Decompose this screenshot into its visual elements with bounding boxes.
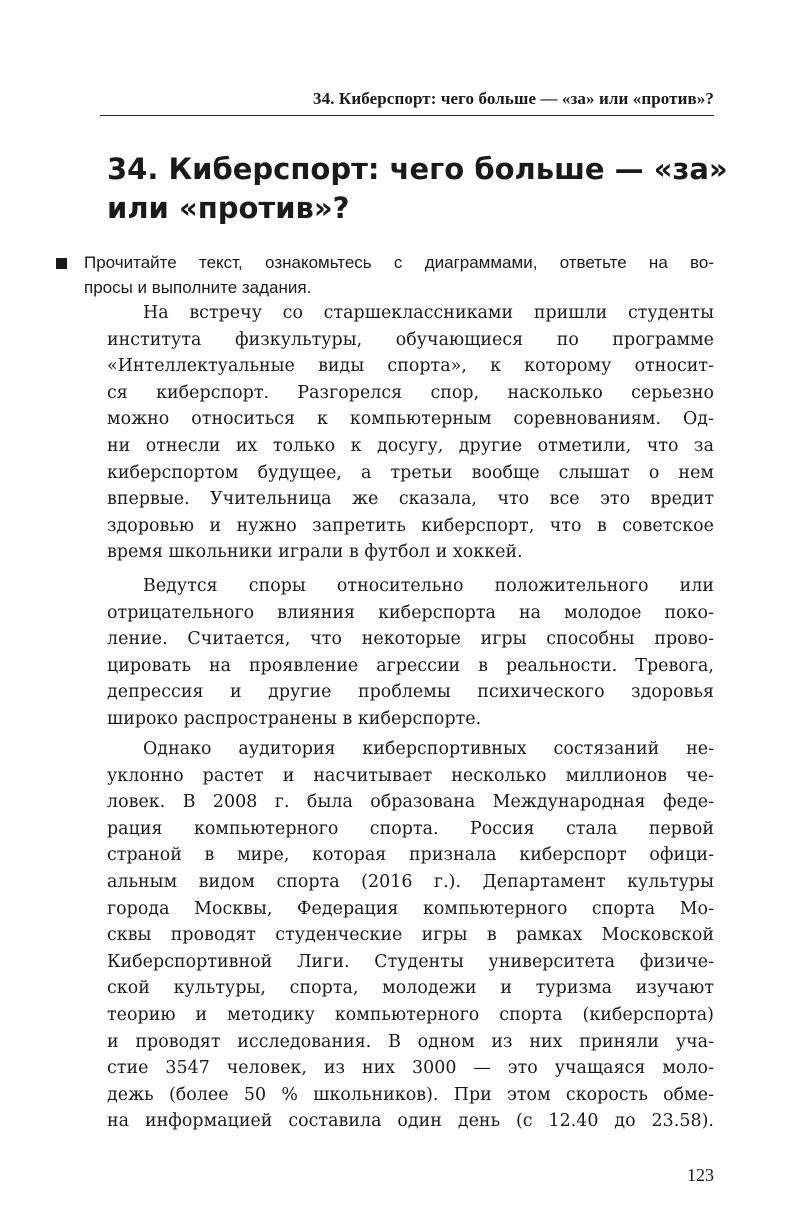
task-square-bullet-icon <box>56 258 67 269</box>
task-line: Прочитайте текст, ознакомьтесь с диаграммами, ответьте на во- <box>84 253 714 272</box>
paragraph-line: цировать на проявление агрессии в реальности. Тревога, <box>107 655 714 676</box>
paragraph-line: депрессия и другие проблемы психического здоровья <box>107 682 714 703</box>
page-number: 123 <box>687 1165 714 1185</box>
paragraph-line: ни отнесли их только к досугу, другие отметили, что за <box>107 435 714 456</box>
paragraph-line: дежь (более 50 % школьников). При этом скорость обме- <box>107 1084 714 1105</box>
chapter-title-line: или «против»? <box>107 191 350 225</box>
paragraph-line: теорию и методику компьютерного спорта (киберспорта) <box>107 1004 714 1025</box>
paragraph-line: киберспортом будущее, а третьи вообще слышат о нем <box>107 462 714 483</box>
paragraph-line: время школьники играли в футбол и хоккей. <box>107 542 523 563</box>
header-divider <box>100 115 714 116</box>
paragraph-line: можно относиться к компьютерным соревнованиям. Од- <box>107 409 714 430</box>
paragraph-line: Киберспортивной Лиги. Студенты университета физиче- <box>107 951 714 972</box>
paragraph-line: впервые. Учительница же сказала, что все это вредит <box>107 489 714 510</box>
paragraph-line: На встречу со старшеклассниками пришли студенты <box>143 303 714 323</box>
paragraph-line: института физкультуры, обучающиеся по программе <box>107 329 714 350</box>
paragraph-line: здоровью и нужно запретить киберспорт, что в советское <box>107 515 714 536</box>
paragraph-1 <box>107 300 714 566</box>
paragraph-2 <box>107 573 714 733</box>
paragraph-line: «Интеллектуальные виды спорта», к которому относит- <box>107 356 714 377</box>
paragraph-line: Однако аудитория киберспортивных состязаний не- <box>143 739 714 759</box>
paragraph-line: рация компьютерного спорта. Россия стала первой <box>107 818 714 839</box>
paragraph-line: Ведутся споры относительно положительного или <box>143 576 714 596</box>
chapter-title <box>107 150 727 228</box>
paragraph-line: ловек. В 2008 г. была образована Международная феде- <box>107 792 714 813</box>
paragraph-line: ской культуры, спорта, молодежи и туризма изучают <box>107 978 714 999</box>
chapter-title-line: 34. Киберспорт: чего больше — «за» <box>107 152 728 186</box>
paragraph-line: ление. Считается, что некоторые игры способны прово- <box>107 629 714 650</box>
paragraph-line: на информацией составила один день (с 12.40 до 23.58). <box>107 1111 714 1132</box>
paragraph-line: ся киберспорт. Разгорелся спор, насколько серьезно <box>107 382 714 403</box>
paragraph-3 <box>107 736 714 1135</box>
paragraph-line: города Москвы, Федерация компьютерного спорта Мо- <box>107 898 714 919</box>
paragraph-line: и проводят исследования. В одном из них приняли уча- <box>107 1031 714 1052</box>
running-header: 34. Киберспорт: чего больше — «за» или «против»? <box>313 89 714 108</box>
paragraph-line: страной в мире, которая признала киберспорт офици- <box>107 845 714 866</box>
paragraph-line: широко распространены в киберспорте. <box>107 708 482 729</box>
paragraph-line: уклонно растет и насчитывает несколько миллионов че- <box>107 765 714 786</box>
paragraph-line: стие 3547 человек, из них 3000 — это учащаяся моло- <box>107 1058 714 1079</box>
paragraph-line: сквы проводят студенческие игры в рамках Московской <box>107 925 714 946</box>
task-instruction <box>84 250 714 300</box>
paragraph-line: отрицательного влияния киберспорта на молодое поко- <box>107 602 714 623</box>
paragraph-line: альным видом спорта (2016 г.). Департамент культуры <box>107 871 714 892</box>
task-line: просы и выполните задания. <box>84 278 312 297</box>
